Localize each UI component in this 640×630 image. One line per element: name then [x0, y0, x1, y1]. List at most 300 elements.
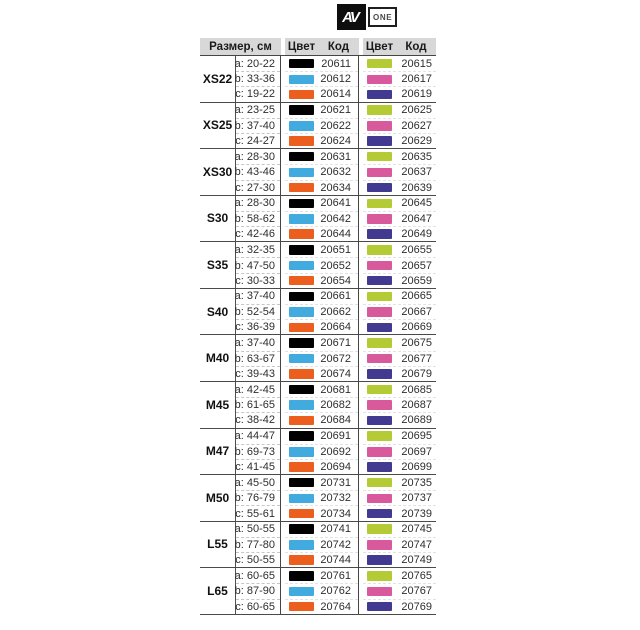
color-code-column-2 — [363, 242, 436, 288]
color-code-row — [285, 429, 358, 444]
color-swatch — [289, 587, 314, 597]
color-code-row — [363, 289, 436, 304]
code-value: 20762 — [320, 585, 351, 598]
color-swatch — [289, 90, 314, 100]
size-range-value: c: 38-42 — [236, 412, 280, 427]
size-label: XS25 — [202, 118, 233, 133]
code-value: 20629 — [401, 135, 432, 148]
color-code-row — [363, 149, 436, 164]
color-swatch — [367, 229, 392, 239]
size-range-value: c: 24-27 — [236, 133, 280, 148]
size-range-value: b: 63-67 — [236, 351, 280, 366]
code-value: 20697 — [401, 445, 432, 458]
color-code-row — [285, 289, 358, 304]
color-code-row — [363, 133, 436, 148]
color-swatch — [289, 229, 314, 239]
color-code-row — [285, 226, 358, 241]
color-swatch — [367, 369, 392, 379]
code-value: 20689 — [401, 414, 432, 427]
color-swatch — [289, 168, 314, 178]
color-code-row — [285, 86, 358, 101]
color-swatch — [367, 354, 392, 364]
color-code-row — [363, 599, 436, 614]
code-value: 20675 — [401, 336, 432, 349]
code-value: 20615 — [401, 57, 432, 70]
color-swatch — [367, 571, 392, 581]
color-code-column-1 — [285, 382, 359, 428]
size-range-value: a: 37-40 — [234, 290, 275, 303]
color-swatch — [367, 292, 392, 302]
color-code-row — [363, 335, 436, 350]
color-code-column-2 — [363, 522, 436, 568]
code-value: 20732 — [320, 492, 351, 505]
ranges-column — [235, 335, 281, 381]
color-code-row — [285, 397, 358, 412]
size-range-value: c: 39-43 — [236, 366, 280, 381]
ranges-column — [235, 475, 281, 521]
color-code-column-2 — [363, 382, 436, 428]
code-value: 20627 — [401, 119, 432, 132]
color-code-row — [285, 537, 358, 552]
ranges-column — [235, 522, 281, 568]
size-group-row — [200, 242, 436, 289]
color-swatch — [367, 59, 392, 69]
color-code-row — [363, 86, 436, 101]
color-code-row — [285, 56, 358, 71]
ranges-column — [235, 289, 281, 335]
color-code-row — [285, 71, 358, 86]
code-value: 20747 — [401, 538, 432, 551]
color-code-column-1 — [285, 429, 359, 475]
code-value: 20682 — [320, 399, 351, 412]
color-code-row — [363, 583, 436, 598]
color-code-row — [363, 257, 436, 272]
code-value: 20735 — [401, 476, 432, 489]
color-swatch — [289, 447, 314, 457]
color-code-row — [363, 429, 436, 444]
color-swatch — [367, 152, 392, 162]
color-swatch — [367, 478, 392, 488]
code-value: 20731 — [320, 476, 351, 489]
color-code-row — [363, 118, 436, 133]
code-value: 20671 — [320, 336, 351, 349]
color-swatch — [367, 338, 392, 348]
color-code-row — [285, 444, 358, 459]
color-code-row — [363, 382, 436, 397]
color-swatch — [367, 416, 392, 426]
color-code-row — [285, 335, 358, 350]
brand-logo-av-mark — [337, 4, 366, 30]
color-code-row — [363, 319, 436, 334]
color-swatch — [367, 555, 392, 565]
color-swatch — [367, 90, 392, 100]
size-label: M47 — [205, 444, 230, 459]
code-value: 20764 — [320, 600, 351, 613]
color-swatch — [289, 307, 314, 317]
size-range-value: a: 42-45 — [234, 383, 275, 396]
ranges-column — [235, 429, 281, 475]
color-code-row — [285, 522, 358, 537]
code-value: 20659 — [401, 274, 432, 287]
color-code-row — [363, 490, 436, 505]
brand-logo-av-text: AV — [342, 8, 358, 26]
header-color-1: Цвет — [287, 40, 316, 53]
code-value: 20634 — [320, 181, 351, 194]
code-value: 20657 — [401, 259, 432, 272]
color-code-row — [363, 568, 436, 583]
size-range-value: b: 77-80 — [236, 537, 280, 552]
color-code-column-1 — [285, 335, 359, 381]
color-swatch — [289, 276, 314, 286]
size-chart-table — [200, 38, 436, 615]
color-code-column-1 — [285, 242, 359, 288]
color-code-column-1 — [285, 103, 359, 149]
color-code-column-2 — [363, 56, 436, 102]
color-code-column-2 — [363, 335, 436, 381]
color-swatch — [367, 524, 392, 534]
code-value: 20655 — [401, 243, 432, 256]
color-swatch — [289, 136, 314, 146]
code-value: 20667 — [401, 306, 432, 319]
color-code-row — [285, 211, 358, 226]
size-range-value: c: 60-65 — [236, 599, 280, 614]
ranges-column — [235, 242, 281, 288]
color-code-column-2 — [363, 289, 436, 335]
code-value: 20614 — [320, 88, 351, 101]
color-code-row — [363, 211, 436, 226]
code-value: 20649 — [401, 228, 432, 241]
code-value: 20734 — [320, 507, 351, 520]
color-swatch — [289, 540, 314, 550]
color-swatch — [289, 524, 314, 534]
color-swatch — [367, 431, 392, 441]
brand-logo-one-text: ONE — [373, 12, 393, 22]
code-value: 20621 — [320, 104, 351, 117]
color-code-column-1 — [285, 149, 359, 195]
color-code-row — [285, 118, 358, 133]
code-value: 20645 — [401, 197, 432, 210]
color-code-column-1 — [285, 475, 359, 521]
size-label: S40 — [206, 304, 229, 319]
color-swatch — [367, 245, 392, 255]
color-swatch — [289, 75, 314, 85]
color-swatch — [289, 416, 314, 426]
code-value: 20684 — [320, 414, 351, 427]
color-swatch — [289, 385, 314, 395]
color-swatch — [289, 509, 314, 519]
color-swatch — [367, 105, 392, 115]
code-value: 20677 — [401, 352, 432, 365]
color-code-row — [285, 459, 358, 474]
size-label: S30 — [206, 211, 229, 226]
color-code-row — [285, 552, 358, 567]
color-swatch — [289, 323, 314, 333]
color-swatch — [367, 183, 392, 193]
code-value: 20767 — [401, 585, 432, 598]
color-code-row — [285, 242, 358, 257]
size-range-value: b: 33-36 — [236, 71, 280, 86]
code-value: 20632 — [320, 166, 351, 179]
color-swatch — [289, 555, 314, 565]
code-value: 20622 — [320, 119, 351, 132]
color-code-row — [363, 242, 436, 257]
code-value: 20647 — [401, 212, 432, 225]
color-swatch — [289, 462, 314, 472]
color-code-row — [285, 351, 358, 366]
code-value: 20749 — [401, 554, 432, 567]
color-code-column-1 — [285, 56, 359, 102]
size-range-value: a: 28-30 — [234, 150, 275, 163]
code-value: 20685 — [401, 383, 432, 396]
code-value: 20737 — [401, 492, 432, 505]
size-range-value: b: 69-73 — [236, 444, 280, 459]
color-swatch — [289, 571, 314, 581]
color-swatch — [289, 602, 314, 612]
color-code-row — [363, 304, 436, 319]
color-code-row — [285, 304, 358, 319]
code-value: 20679 — [401, 367, 432, 380]
color-code-row — [285, 568, 358, 583]
color-code-row — [285, 382, 358, 397]
code-value: 20617 — [401, 73, 432, 86]
color-code-row — [285, 273, 358, 288]
size-label: M45 — [205, 397, 230, 412]
color-code-row — [285, 133, 358, 148]
size-range-value: c: 27-30 — [236, 180, 280, 195]
code-value: 20652 — [320, 259, 351, 272]
code-value: 20687 — [401, 399, 432, 412]
size-label: XS30 — [202, 164, 233, 179]
color-code-row — [285, 583, 358, 598]
ranges-column — [235, 568, 281, 614]
color-code-row — [363, 522, 436, 537]
code-value: 20662 — [320, 306, 351, 319]
code-value: 20669 — [401, 321, 432, 334]
ranges-column — [235, 382, 281, 428]
code-value: 20691 — [320, 430, 351, 443]
color-code-row — [363, 226, 436, 241]
ranges-column — [235, 56, 281, 102]
size-range-value: b: 87-90 — [236, 583, 280, 598]
size-group-row — [200, 196, 436, 243]
color-swatch — [367, 494, 392, 504]
code-value: 20611 — [321, 57, 351, 70]
color-swatch — [367, 385, 392, 395]
color-swatch — [289, 105, 314, 115]
size-label: M50 — [205, 490, 230, 505]
color-swatch — [289, 183, 314, 193]
color-swatch — [367, 75, 392, 85]
color-code-column-2 — [363, 429, 436, 475]
color-swatch — [367, 602, 392, 612]
size-range-value: a: 20-22 — [234, 57, 275, 70]
size-group-row — [200, 335, 436, 382]
color-swatch — [289, 400, 314, 410]
code-value: 20761 — [320, 569, 351, 582]
color-code-row — [363, 537, 436, 552]
color-swatch — [289, 431, 314, 441]
code-value: 20612 — [320, 73, 351, 86]
color-code-row — [363, 475, 436, 490]
size-group-row — [200, 103, 436, 150]
color-code-row — [285, 196, 358, 211]
size-group-row — [200, 289, 436, 336]
color-code-row — [285, 490, 358, 505]
color-code-column-2 — [363, 149, 436, 195]
size-range-value: a: 37-40 — [234, 336, 275, 349]
code-value: 20672 — [320, 352, 351, 365]
color-swatch — [289, 292, 314, 302]
code-value: 20739 — [401, 507, 432, 520]
code-value: 20694 — [320, 460, 351, 473]
code-value: 20765 — [401, 569, 432, 582]
color-code-row — [285, 149, 358, 164]
size-range-value: c: 42-46 — [236, 226, 280, 241]
color-swatch — [367, 261, 392, 271]
header-code-2: Код — [405, 40, 427, 53]
color-code-column-2 — [363, 475, 436, 521]
color-code-row — [363, 164, 436, 179]
size-range-value: c: 30-33 — [236, 273, 280, 288]
code-value: 20644 — [320, 228, 351, 241]
code-value: 20744 — [320, 554, 351, 567]
code-value: 20635 — [401, 150, 432, 163]
code-value: 20641 — [320, 197, 351, 210]
color-swatch — [367, 509, 392, 519]
color-code-row — [285, 257, 358, 272]
size-range-value: b: 47-50 — [236, 257, 280, 272]
size-range-value: c: 55-61 — [236, 505, 280, 520]
color-swatch — [289, 121, 314, 131]
color-swatch — [367, 276, 392, 286]
code-value: 20624 — [320, 135, 351, 148]
color-code-row — [285, 412, 358, 427]
size-group-row — [200, 429, 436, 476]
ranges-column — [235, 103, 281, 149]
code-value: 20741 — [320, 523, 351, 536]
color-swatch — [289, 261, 314, 271]
color-code-row — [285, 164, 358, 179]
size-range-value: a: 60-65 — [234, 569, 275, 582]
color-code-row — [285, 180, 358, 195]
code-value: 20639 — [401, 181, 432, 194]
size-label: M40 — [205, 351, 230, 366]
color-swatch — [367, 447, 392, 457]
color-code-row — [285, 505, 358, 520]
code-value: 20742 — [320, 538, 351, 551]
color-swatch — [289, 152, 314, 162]
size-range-value: b: 58-62 — [236, 211, 280, 226]
code-value: 20699 — [401, 460, 432, 473]
color-code-row — [363, 397, 436, 412]
color-swatch — [367, 323, 392, 333]
color-code-column-1 — [285, 289, 359, 335]
size-group-row — [200, 475, 436, 522]
size-range-value: b: 61-65 — [236, 397, 280, 412]
size-range-value: b: 76-79 — [236, 490, 280, 505]
code-value: 20674 — [320, 367, 351, 380]
size-group-row — [200, 149, 436, 196]
code-value: 20695 — [401, 430, 432, 443]
size-range-value: b: 52-54 — [236, 304, 280, 319]
color-code-column-1 — [285, 196, 359, 242]
color-code-row — [363, 180, 436, 195]
code-value: 20661 — [320, 290, 351, 303]
color-code-row — [363, 552, 436, 567]
ranges-column — [235, 196, 281, 242]
size-range-value: a: 44-47 — [234, 430, 275, 443]
color-code-column-1 — [285, 522, 359, 568]
code-value: 20631 — [320, 150, 351, 163]
color-swatch — [289, 354, 314, 364]
color-swatch — [289, 338, 314, 348]
header-code-1: Код — [327, 40, 350, 53]
color-swatch — [289, 494, 314, 504]
color-code-row — [363, 505, 436, 520]
size-group-row — [200, 522, 436, 569]
color-code-row — [363, 444, 436, 459]
code-value: 20637 — [401, 166, 432, 179]
size-range-value: a: 23-25 — [234, 104, 275, 117]
color-swatch — [289, 245, 314, 255]
color-swatch — [367, 307, 392, 317]
header-color-code-2 — [363, 38, 436, 55]
size-range-value: a: 28-30 — [234, 197, 275, 210]
color-swatch — [289, 369, 314, 379]
code-value: 20745 — [401, 523, 432, 536]
code-value: 20664 — [320, 321, 351, 334]
size-range-value: a: 50-55 — [234, 523, 275, 536]
color-swatch — [289, 478, 314, 488]
size-label: L65 — [207, 583, 228, 598]
header-color-code-1 — [285, 38, 359, 55]
code-value: 20642 — [320, 212, 351, 225]
color-code-row — [363, 56, 436, 71]
color-code-row — [285, 599, 358, 614]
color-swatch — [289, 59, 314, 69]
color-code-row — [363, 273, 436, 288]
color-code-column-2 — [363, 568, 436, 614]
color-code-column-2 — [363, 103, 436, 149]
size-range-value: b: 43-46 — [236, 164, 280, 179]
color-swatch — [367, 587, 392, 597]
header-size: Размер, см — [200, 38, 281, 55]
color-code-row — [363, 366, 436, 381]
ranges-column — [235, 149, 281, 195]
code-value: 20654 — [320, 274, 351, 287]
size-range-value: b: 37-40 — [236, 118, 280, 133]
size-range-value: c: 41-45 — [236, 459, 280, 474]
size-label: L55 — [207, 537, 228, 552]
color-swatch — [367, 214, 392, 224]
table-body — [200, 56, 436, 615]
size-range-value: c: 19-22 — [236, 86, 280, 101]
size-group-row — [200, 382, 436, 429]
size-group-row — [200, 56, 436, 103]
color-code-row — [363, 71, 436, 86]
color-swatch — [367, 136, 392, 146]
size-range-value: a: 32-35 — [234, 243, 275, 256]
color-swatch — [367, 168, 392, 178]
color-code-row — [285, 319, 358, 334]
code-value: 20681 — [320, 383, 351, 396]
color-swatch — [289, 199, 314, 209]
size-range-value: a: 45-50 — [234, 476, 275, 489]
color-code-row — [363, 412, 436, 427]
color-code-row — [363, 351, 436, 366]
table-header-row — [200, 38, 436, 56]
code-value: 20651 — [320, 243, 351, 256]
